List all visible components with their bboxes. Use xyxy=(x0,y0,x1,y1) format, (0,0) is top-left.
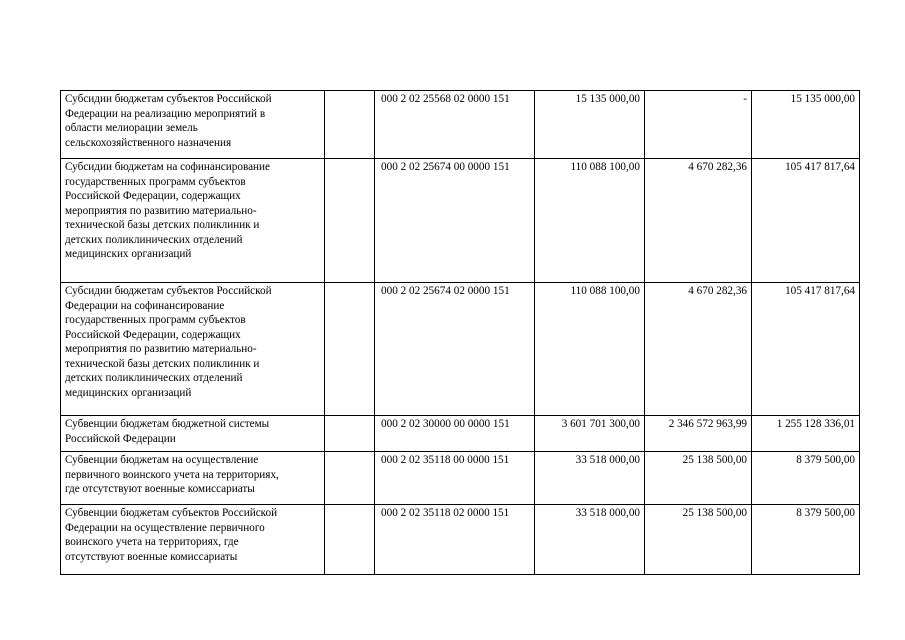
income-name-cell xyxy=(61,91,325,159)
income-name-line: сельскохозяйственного назначения xyxy=(65,136,232,149)
income-name-line: Субвенции бюджетам на осуществление xyxy=(65,454,259,466)
approved-amount-cell: 110 088 100,00 xyxy=(535,283,645,416)
income-name-line: Федерации на реализацию мероприятий в xyxy=(65,107,266,120)
income-name-line: первичного воинского учета на территориях, xyxy=(65,468,279,481)
income-name-line: медицинских организаций xyxy=(65,248,192,260)
income-name-line: мероприятия по развитию материально- xyxy=(65,204,257,217)
approved-amount-cell: 33 518 000,00 xyxy=(535,452,645,505)
approved-amount-cell: 15 135 000,00 xyxy=(535,91,645,159)
income-name-line: Российской Федерации, содержащих xyxy=(65,190,241,202)
table-row xyxy=(61,159,860,283)
income-name-line: государственных программ субъектов xyxy=(65,175,246,188)
income-name-cell xyxy=(61,159,325,283)
income-name-line: Федерации на осуществление первичного xyxy=(65,521,265,534)
executed-amount-cell: 4 670 282,36 xyxy=(645,159,752,283)
budget-code-cell: 000 2 02 35118 02 0000 151 xyxy=(375,505,535,575)
income-name-line: Российской Федерации, содержащих xyxy=(65,328,241,341)
table-row xyxy=(61,283,860,416)
income-name-line: Субвенции бюджетам субъектов Российской xyxy=(65,507,278,519)
empty-cell xyxy=(325,452,375,505)
executed-amount-cell: 4 670 282,36 xyxy=(645,283,752,416)
executed-amount-cell: 2 346 572 963,99 xyxy=(645,416,752,452)
executed-amount-cell: 25 138 500,00 xyxy=(645,452,752,505)
unexecuted-amount-cell: 105 417 817,64 xyxy=(752,283,860,416)
table-row xyxy=(61,505,860,575)
budget-code-cell: 000 2 02 35118 00 0000 151 xyxy=(375,452,535,505)
income-name-line: отсутствуют военные комиссариаты xyxy=(65,550,238,563)
income-name-line: Федерации на софинансирование xyxy=(65,299,225,312)
income-name-line: Российской Федерации xyxy=(65,432,176,445)
empty-cell xyxy=(325,91,375,159)
income-name-line: воинского учета на территориях, где xyxy=(65,536,239,548)
executed-amount-cell: - xyxy=(645,91,752,159)
income-name-line: где отсутствуют военные комиссариаты xyxy=(65,483,255,495)
income-name-line: детских поликлинических отделений xyxy=(65,233,243,246)
table-row xyxy=(61,452,860,505)
unexecuted-amount-cell: 105 417 817,64 xyxy=(752,159,860,283)
income-name-line: Субсидии бюджетам субъектов Российской xyxy=(65,285,272,297)
budget-code-cell: 000 2 02 25674 00 0000 151 xyxy=(375,159,535,283)
empty-cell xyxy=(325,283,375,416)
income-name-cell xyxy=(61,416,325,452)
income-name-line: технической базы детских поликлиник и xyxy=(65,219,260,231)
table-body xyxy=(61,91,860,575)
unexecuted-amount-cell: 8 379 500,00 xyxy=(752,452,860,505)
income-name-line: Субвенции бюджетам бюджетной системы xyxy=(65,418,270,430)
empty-cell xyxy=(325,416,375,452)
income-name-cell xyxy=(61,505,325,575)
income-name-line: Субсидии бюджетам субъектов Российской xyxy=(65,93,272,105)
income-name-cell xyxy=(61,452,325,505)
budget-code-cell: 000 2 02 25568 02 0000 151 xyxy=(375,91,535,159)
income-name-line: детских поликлинических отделений xyxy=(65,372,243,384)
unexecuted-amount-cell: 1 255 128 336,01 xyxy=(752,416,860,452)
executed-amount-cell: 25 138 500,00 xyxy=(645,505,752,575)
income-name-line: государственных программ субъектов xyxy=(65,314,246,326)
budget-revenue-table xyxy=(60,90,860,575)
unexecuted-amount-cell: 8 379 500,00 xyxy=(752,505,860,575)
approved-amount-cell: 110 088 100,00 xyxy=(535,159,645,283)
income-name-line: медицинских организаций xyxy=(65,386,192,399)
approved-amount-cell: 3 601 701 300,00 xyxy=(535,416,645,452)
table-row xyxy=(61,91,860,159)
income-name-line: технической базы детских поликлиник и xyxy=(65,357,260,370)
income-name-line: мероприятия по развитию материально- xyxy=(65,343,257,355)
approved-amount-cell: 33 518 000,00 xyxy=(535,505,645,575)
income-name-cell xyxy=(61,283,325,416)
empty-cell xyxy=(325,505,375,575)
budget-code-cell: 000 2 02 30000 00 0000 151 xyxy=(375,416,535,452)
empty-cell xyxy=(325,159,375,283)
budget-code-cell: 000 2 02 25674 02 0000 151 xyxy=(375,283,535,416)
unexecuted-amount-cell: 15 135 000,00 xyxy=(752,91,860,159)
income-name-line: Субсидии бюджетам на софинансирование xyxy=(65,161,270,173)
table-row xyxy=(61,416,860,452)
income-name-line: области мелиорации земель xyxy=(65,122,198,134)
